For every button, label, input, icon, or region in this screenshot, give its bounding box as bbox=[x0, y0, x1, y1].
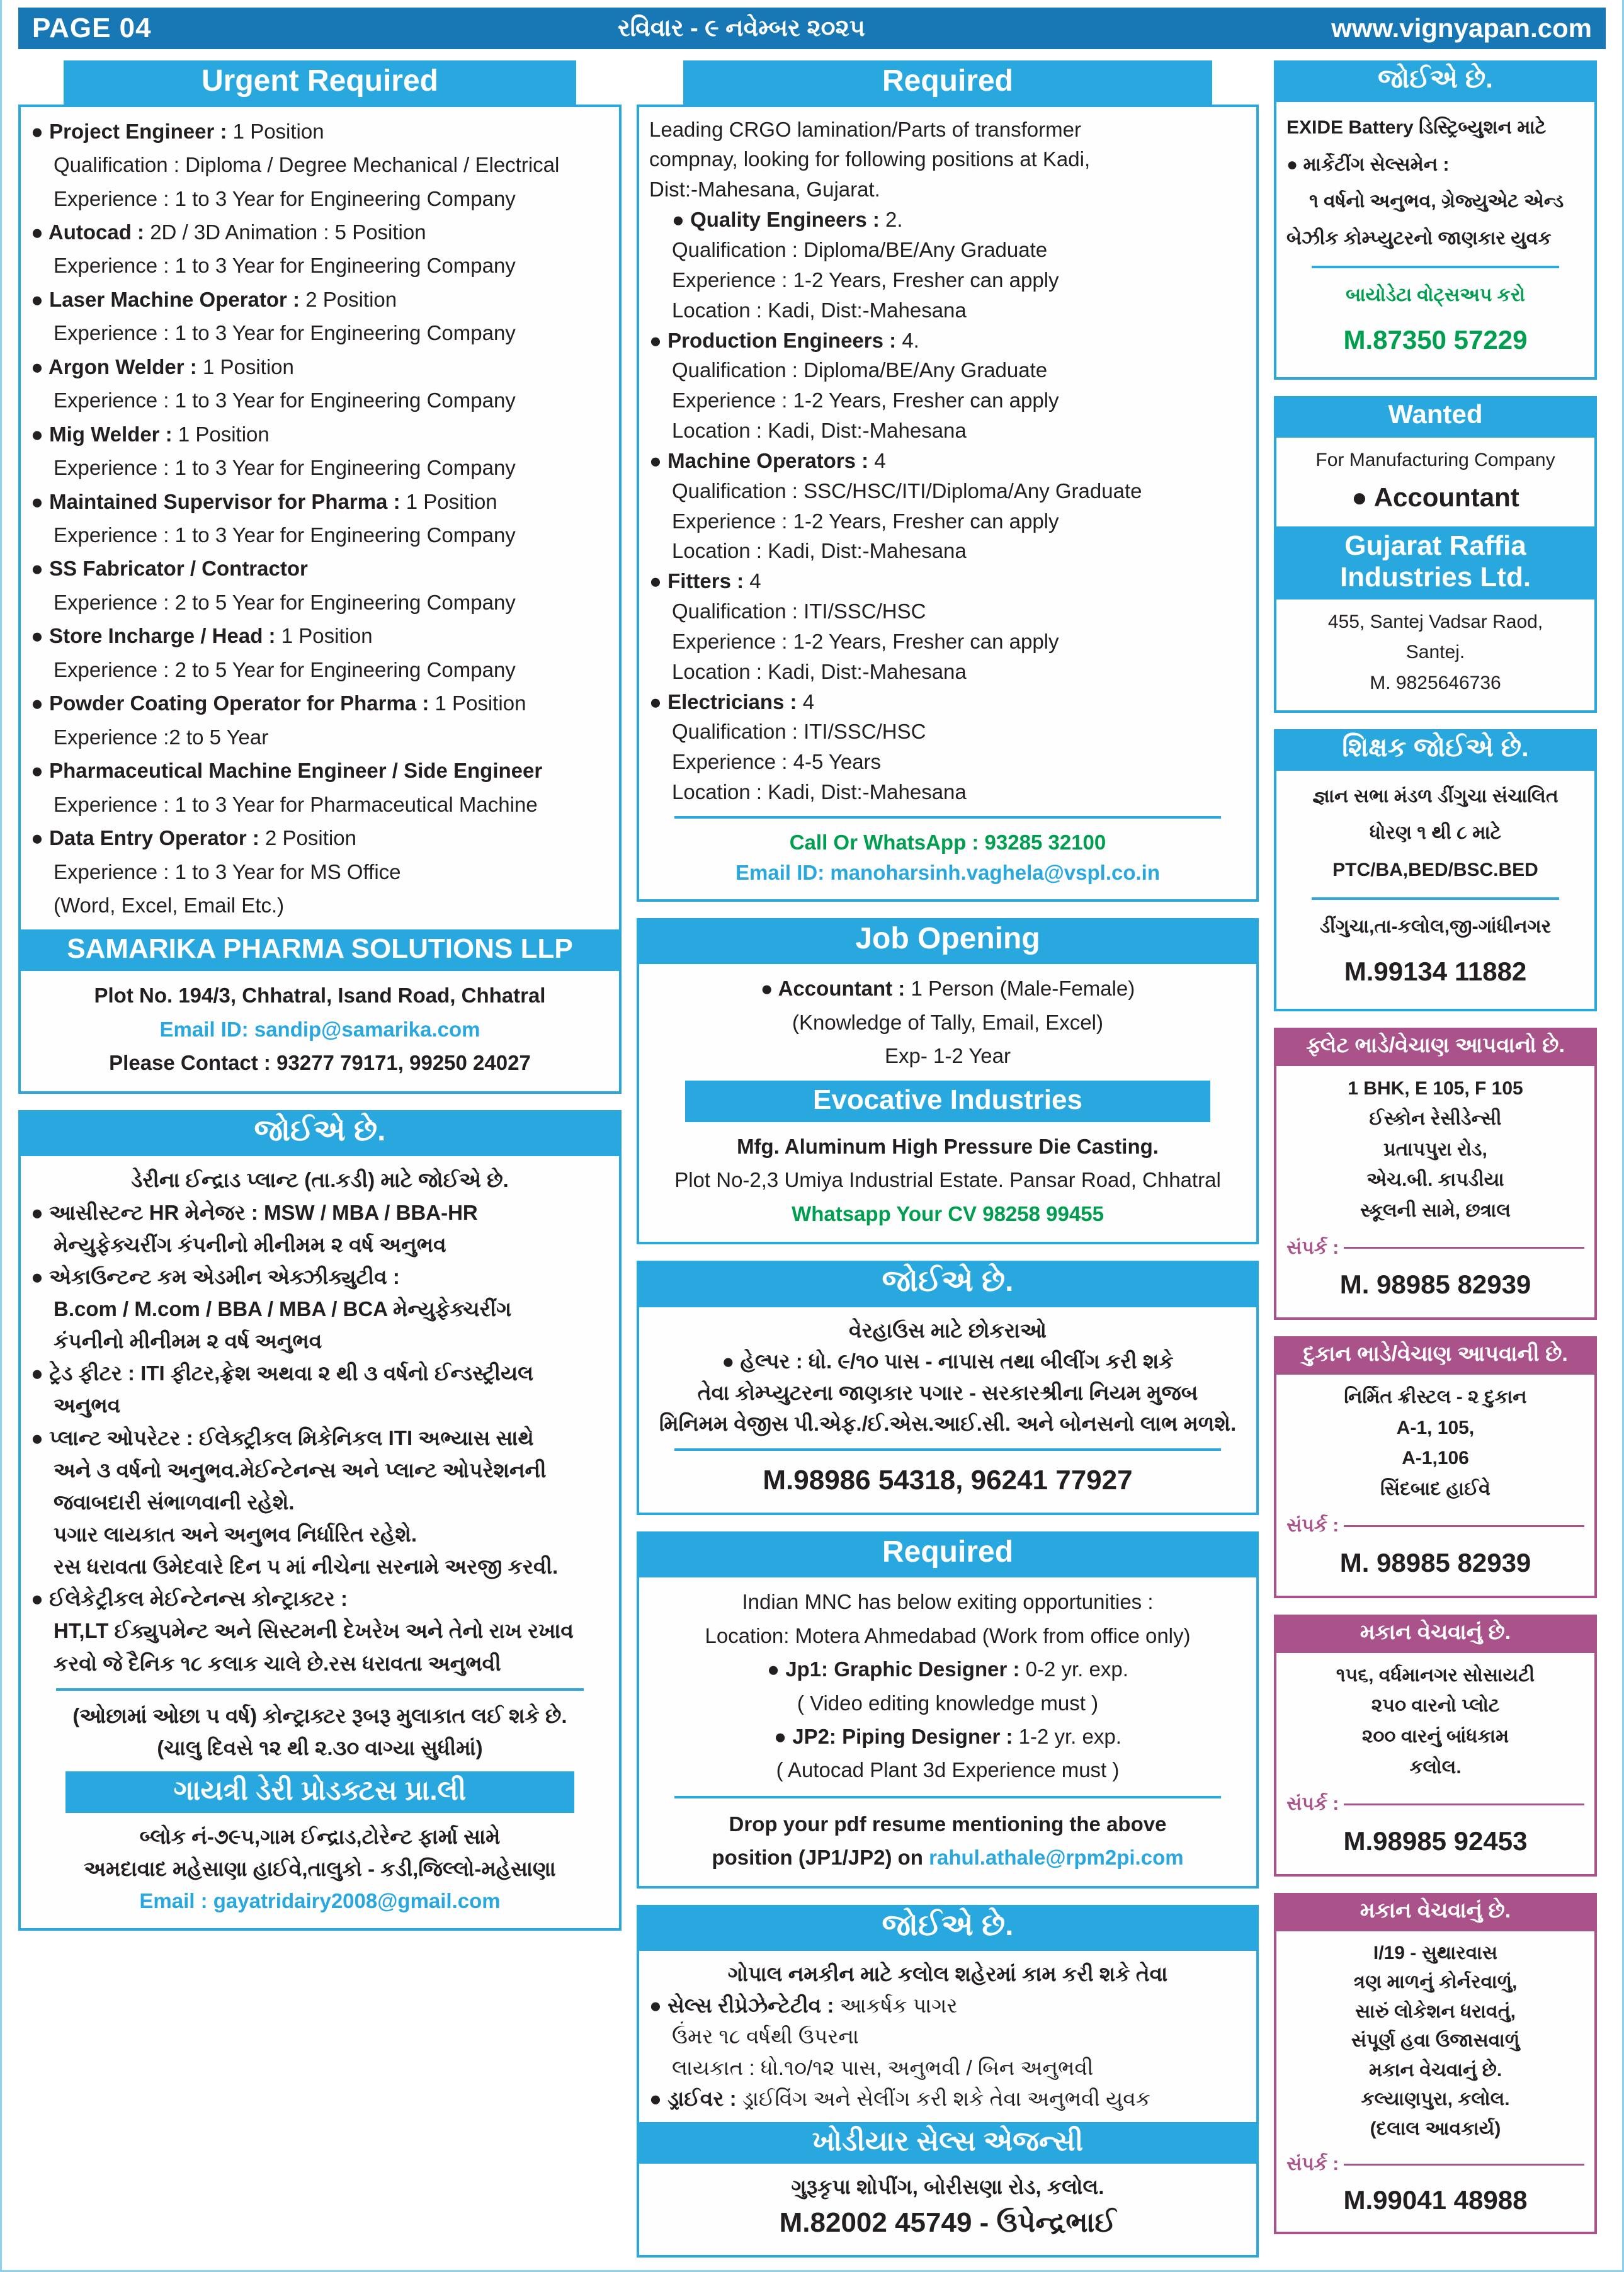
text-line: બેઝીક કોમ્પ્યુટરનો જાણકાર યુવક bbox=[1286, 227, 1552, 249]
text-line: HT,LT ઈક્યુપમેન્ટ અને સિસ્ટમની દેખરેખ અને તેનો રાખ રખાવ bbox=[54, 1619, 574, 1643]
text-line: Experience : 1-2 Years, Fresher can apply bbox=[672, 389, 1059, 412]
text-line: M.99134 11882 bbox=[1344, 956, 1527, 986]
text-line: અનુભવ bbox=[54, 1394, 121, 1417]
text-line: Experience : 1 to 3 Year for Engineering Company bbox=[54, 254, 516, 278]
ad-title: Job Opening bbox=[637, 918, 1259, 962]
ad-footer bbox=[649, 2171, 1246, 2244]
ad-box bbox=[1274, 1372, 1597, 1598]
text-line: સંપર્ક : bbox=[1286, 1789, 1584, 1820]
text-line: ● હેલ્પર : ધો. ૯/૧૦ પાસ - નાપાસ તથા બીલીંગ કરી શકે bbox=[722, 1349, 1174, 1373]
column-right bbox=[1274, 60, 1597, 2234]
ad-body bbox=[649, 1958, 1246, 2115]
text-line: position (JP1/JP2) on rahul.athale@rpm2pi.com bbox=[712, 1846, 1184, 1870]
columns bbox=[18, 60, 1606, 2258]
text-line: M.98986 54318, 96241 77927 bbox=[763, 1464, 1133, 1496]
text-line: A-1,106 bbox=[1402, 1448, 1469, 1469]
ad-box bbox=[1274, 1064, 1597, 1321]
text-line: ૨૦૦ વારનું બાંધકામ bbox=[1361, 1726, 1509, 1747]
ad-box bbox=[637, 1575, 1259, 1889]
text-line: અમદાવાદ મહેસાણા હાઈવે,તાલુકો - કડી,જિલ્લો-મહેસાણા bbox=[84, 1857, 556, 1881]
text-line: B.com / M.com / BBA / MBA / BCA મેન્યુફેક્ચરીંગ bbox=[54, 1297, 512, 1321]
text-line: ઉંમર ૧૮ વર્ષથી ઉપરના bbox=[672, 2025, 859, 2048]
ad-body bbox=[1286, 445, 1584, 519]
text-line: ● Data Entry Operator : 2 Position bbox=[31, 826, 356, 850]
ad-box bbox=[1274, 435, 1597, 712]
text-line: બાયોડેટા વોટ્સઅપ કરો bbox=[1346, 285, 1525, 306]
divider-rule bbox=[1312, 266, 1559, 268]
text-line: મકાન વેચવાનું છે. bbox=[1368, 2059, 1502, 2081]
ad-title: મકાન વેચવાનું છે. bbox=[1274, 1615, 1597, 1650]
text-line: M.87350 57229 bbox=[1343, 324, 1528, 355]
ad-body bbox=[1286, 110, 1584, 365]
ad-title: Required bbox=[637, 1531, 1259, 1576]
ad-footer bbox=[1286, 607, 1584, 699]
column-left bbox=[18, 60, 622, 1931]
text-line: ગોપાલ નમકીન માટે કલોલ શહેરમાં કામ કરી શકે તેવા bbox=[727, 1962, 1168, 1986]
ad-title: શિક્ષક જોઈએ છે. bbox=[1274, 729, 1597, 768]
text-line: ૧૫૬, વર્ધમાનગર સોસાયટી bbox=[1336, 1664, 1535, 1686]
edition-date: રવિવાર - ૯ નવેમ્બર ૨૦૨૫ bbox=[617, 14, 865, 42]
ad-body bbox=[1286, 1382, 1584, 1584]
ad-teacher-wanted bbox=[1274, 729, 1597, 1011]
text-line: Qualification : Diploma / Degree Mechanical / Electrical bbox=[54, 153, 560, 177]
ad-body bbox=[649, 1585, 1246, 1875]
text-line: તેવા કોમ્પ્યુટરના જાણકાર પગાર - સરકારશ્રીના નિયમ મુજબ bbox=[697, 1380, 1198, 1404]
text-line: 1 BHK, E 105, F 105 bbox=[1348, 1077, 1523, 1099]
ad-box bbox=[18, 105, 622, 1094]
text-line: M.98985 92453 bbox=[1343, 1826, 1528, 1856]
text-line: ( Video editing knowledge must ) bbox=[797, 1691, 1099, 1715]
text-line: કરવો જે દૈનિક ૧૮ કલાક ચાલે છે.રસ ધરાવતા અનુભવી bbox=[54, 1651, 501, 1675]
text-line: Email ID: manoharsinh.vaghela@vspl.co.in bbox=[735, 860, 1161, 884]
text-line: 455, Santej Vadsar Raod, bbox=[1327, 611, 1543, 632]
ad-body bbox=[31, 115, 609, 923]
text-line: સંપૂર્ણ હવા ઉજાસવાળું bbox=[1351, 2030, 1520, 2052]
ad-urgent-required bbox=[18, 60, 622, 1094]
text-line: ● Pharmaceutical Machine Engineer / Side Engineer bbox=[31, 759, 543, 783]
text-line: ● Electricians : 4 bbox=[649, 690, 815, 713]
ad-box bbox=[18, 1154, 622, 1931]
ad-box bbox=[1274, 99, 1597, 379]
text-line: Location : Kadi, Dist:-Mahesana bbox=[672, 419, 967, 443]
text-line: Location : Kadi, Dist:-Mahesana bbox=[672, 539, 967, 563]
ad-body bbox=[649, 115, 1246, 888]
company-name-band: SAMARIKA PHARMA SOLUTIONS LLP bbox=[21, 929, 619, 971]
text-line: ૧ વર્ષનો અનુભવ, ગ્રેજ્યુએટ એન્ડ bbox=[1309, 191, 1564, 212]
page-number: PAGE 04 bbox=[32, 13, 152, 43]
text-line: Experience : 1 to 3 Year for Engineering Company bbox=[54, 456, 516, 480]
text-line: EXIDE Battery ડિસ્ટ્રિબ્યુશન માટે bbox=[1286, 117, 1547, 139]
text-line: Call Or WhatsApp : 93285 32100 bbox=[789, 831, 1106, 854]
text-line: ● આસીસ્ટન્ટ HR મેનેજર : MSW / MBA / BBA-HR bbox=[31, 1200, 478, 1224]
text-line: Plot No. 194/3, Chhatral, Isand Road, Chhatral bbox=[94, 984, 546, 1008]
ad-title: જોઈએ છે. bbox=[637, 1905, 1259, 1949]
text-line: Location: Motera Ahmedabad (Work from office only) bbox=[705, 1623, 1191, 1647]
text-line: ૨૫૦ વારનો પ્લોટ bbox=[1371, 1695, 1500, 1717]
text-line: પગાર લાયકાત અને અનુભવ નિર્ધારિત રહેશે. bbox=[54, 1522, 417, 1546]
text-line: ડેરીના ઈન્દ્રાડ પ્લાન્ટ (તા.કડી) માટે જોઈએ છે. bbox=[131, 1168, 509, 1192]
text-line: For Manufacturing Company bbox=[1315, 450, 1555, 471]
text-line: Qualification : ITI/SSC/HSC bbox=[672, 720, 926, 744]
text-line: Mfg. Aluminum High Pressure Die Casting. bbox=[737, 1134, 1159, 1158]
ad-warehouse-helper bbox=[637, 1261, 1259, 1515]
text-line: ● SS Fabricator / Contractor bbox=[31, 557, 308, 581]
ad-crgo-required bbox=[637, 60, 1259, 902]
text-line: જવાબદારી સંભાળવાની રહેશે. bbox=[54, 1490, 295, 1514]
ad-job-opening bbox=[637, 918, 1259, 1244]
text-line: (Word, Excel, Email Etc.) bbox=[54, 894, 285, 917]
text-line: ● ડ્રાઈવર : ડ્રાઈવિંગ અને સેલીંગ કરી શકે તેવા અનુભવી યુવક bbox=[649, 2087, 1151, 2111]
text-line: ડીંગુચા,તા-કલોલ,જી-ગાંધીનગર bbox=[1319, 916, 1552, 938]
text-line: Qualification : Diploma/BE/Any Graduate bbox=[672, 237, 1048, 261]
text-line: ● ટ્રેડ ફીટર : ITI ફીટર,ફ્રેશ અથવા ૨ થી ૩ વર્ષનો ઈન્ડસ્ટ્રીયલ bbox=[31, 1361, 534, 1385]
text-line: Email ID: sandip@samarika.com bbox=[159, 1017, 480, 1041]
text-line: ● Fitters : 4 bbox=[649, 569, 761, 593]
text-line: ગુરૂકૃપા શોપીંગ, બોરીસણા રોડ, કલોલ. bbox=[791, 2174, 1104, 2198]
ad-footer bbox=[31, 1820, 609, 1917]
divider-rule bbox=[674, 1796, 1221, 1798]
text-line: ● Powder Coating Operator for Pharma : 1 Position bbox=[31, 691, 526, 715]
text-line: જ્ઞાન સભા મંડળ ડીંગુચા સંચાલિત bbox=[1312, 785, 1559, 807]
text-line: સંપર્ક : bbox=[1286, 1511, 1584, 1542]
text-line: કલ્યાણપુરા, કલોલ. bbox=[1361, 2089, 1510, 2110]
text-line: કલોલ. bbox=[1409, 1756, 1462, 1778]
text-line: ● Maintained Supervisor for Pharma : 1 Position bbox=[31, 489, 497, 513]
text-line: Experience : 1 to 3 Year for Engineering Company bbox=[54, 389, 516, 412]
text-line: Qualification : ITI/SSC/HSC bbox=[672, 599, 926, 623]
text-line: compnay, looking for following positions at Kadi, bbox=[649, 147, 1091, 171]
ad-gayatri-dairy bbox=[18, 1110, 622, 1931]
text-line: લાયકાત : ધો.૧૦/૧૨ પાસ, અનુભવી / બિન અનુભવી bbox=[672, 2055, 1094, 2079]
text-line: Experience : 1 to 3 Year for MS Office bbox=[54, 860, 401, 883]
text-line: M.82002 45749 - ઉપેન્દ્રભાઈ bbox=[779, 2207, 1116, 2239]
text-line: ● માર્કેટીંગ સેલ્સમેન : bbox=[1286, 154, 1450, 175]
text-line: Email : gayatridairy2008@gmail.com bbox=[139, 1889, 501, 1913]
text-line: કંપનીનો મીનીમમ ૨ વર્ષ અનુભવ bbox=[54, 1329, 322, 1353]
text-line: પ્રતાપપુરા રોડ, bbox=[1383, 1139, 1487, 1160]
ad-title: જોઈએ છે. bbox=[1274, 60, 1597, 99]
text-line: Experience :2 to 5 Year bbox=[54, 725, 269, 749]
text-line: Experience : 1 to 3 Year for Engineering Company bbox=[54, 321, 516, 345]
ad-footer bbox=[649, 1130, 1246, 1230]
text-line: Exp- 1-2 Year bbox=[885, 1044, 1011, 1068]
text-line: Plot No-2,3 Umiya Industrial Estate. Pansar Road, Chhatral bbox=[674, 1168, 1221, 1192]
text-line: ધોરણ ૧ થી ૮ માટે bbox=[1369, 822, 1502, 844]
ad-box bbox=[637, 1948, 1259, 2258]
ad-house-sale-1 bbox=[1274, 1615, 1597, 1877]
text-line: સંપર્ક : bbox=[1286, 1233, 1584, 1264]
text-line: એચ.બી. કાપડીયા bbox=[1366, 1169, 1504, 1191]
text-line: Experience : 2 to 5 Year for Engineering Company bbox=[54, 590, 516, 614]
text-line: A-1, 105, bbox=[1396, 1417, 1475, 1438]
text-line: મિનિમમ વેજીસ પી.એફ./ઈ.એસ.આઈ.સી. અને બોનસનો લાભ મળશે. bbox=[659, 1412, 1237, 1436]
text-line: M. 9825646736 bbox=[1370, 672, 1501, 693]
ad-box bbox=[1274, 1650, 1597, 1877]
text-line: Please Contact : 93277 79171, 99250 24027 bbox=[109, 1051, 531, 1075]
text-line: અને ૩ વર્ષનો અનુભવ.મેઈન્ટેનન્સ અને પ્લાન્ટ ઓપરેશનની bbox=[54, 1458, 547, 1482]
text-line: ● સેલ્સ રીપ્રેઝેન્ટેટીવ : આકર્ષક પાગર bbox=[649, 1993, 958, 2017]
text-line: સંપર્ક : bbox=[1286, 2150, 1584, 2179]
text-line: Location : Kadi, Dist:-Mahesana bbox=[672, 298, 967, 322]
text-line: ઈસ્કોન રેસીડેન્સી bbox=[1369, 1108, 1502, 1130]
text-line: વેરહાઉસ માટે છોકરાઓ bbox=[849, 1318, 1047, 1342]
text-line: મેન્યુફેક્ચરીંગ કંપનીનો મીનીમમ ૨ વર્ષ અનુભવ bbox=[54, 1232, 446, 1256]
ad-title: ફ્લેટ ભાડે/વેચાણ આપવાનો છે. bbox=[1274, 1028, 1597, 1064]
text-line: સારું લોકેશન ધરાવતું, bbox=[1355, 2001, 1516, 2022]
text-line: ● Argon Welder : 1 Position bbox=[31, 355, 294, 378]
ad-title: જોઈએ છે. bbox=[18, 1110, 622, 1154]
text-line: Experience : 1-2 Years, Fresher can apply bbox=[672, 629, 1059, 653]
ad-footer bbox=[31, 979, 609, 1079]
text-line: Experience : 1 to 3 Year for Pharmaceutical Machine bbox=[54, 792, 538, 816]
ad-box bbox=[637, 962, 1259, 1244]
text-line: Experience : 1 to 3 Year for Engineering Company bbox=[54, 523, 516, 547]
text-line: Dist:-Mahesana, Gujarat. bbox=[649, 178, 880, 202]
text-line: ● Jp1: Graphic Designer : 0-2 yr. exp. bbox=[767, 1657, 1128, 1681]
ad-title: Wanted bbox=[1274, 396, 1597, 435]
divider-rule bbox=[674, 816, 1221, 819]
ad-title: Required bbox=[683, 60, 1212, 105]
ad-mnc-required bbox=[637, 1531, 1259, 1889]
text-line: M. 98985 82939 bbox=[1339, 1269, 1531, 1300]
text-line: I/19 - સુથારવાસ bbox=[1373, 1942, 1498, 1963]
text-line: ● JP2: Piping Designer : 1-2 yr. exp. bbox=[774, 1725, 1121, 1748]
text-line: (ચાલુ દિવસે ૧૨ થી ૨.૩૦ વાગ્યા સુધીમાં) bbox=[157, 1735, 483, 1759]
ad-house-sale-2 bbox=[1274, 1893, 1597, 2234]
text-line: સિંદબાદ હાઈવે bbox=[1380, 1478, 1491, 1499]
ad-box bbox=[1274, 1929, 1597, 2234]
ad-flat-rent-sale bbox=[1274, 1028, 1597, 1320]
text-line: ● Mig Welder : 1 Position bbox=[31, 422, 270, 446]
text-line: (Knowledge of Tally, Email, Excel) bbox=[792, 1010, 1103, 1034]
text-line: ● Production Engineers : 4. bbox=[649, 328, 919, 352]
text-line: ( Autocad Plant 3d Experience must ) bbox=[776, 1758, 1120, 1782]
text-line: (ઓછામાં ઓછા ૫ વર્ષ) કોન્ટ્રાક્ટર રૂબરૂ મુલાકાત લઈ શકે છે. bbox=[72, 1703, 567, 1727]
text-line: Location : Kadi, Dist:-Mahesana bbox=[672, 659, 967, 683]
text-line: PTC/BA,BED/BSC.BED bbox=[1332, 859, 1538, 880]
page-header-bar bbox=[18, 8, 1606, 49]
text-line: M.99041 48988 bbox=[1343, 2184, 1528, 2215]
ad-title: Urgent Required bbox=[64, 60, 576, 105]
text-line: Experience : 1-2 Years, Fresher can apply bbox=[672, 509, 1059, 533]
text-line: ● ઈલેકેટ્રીકલ મેઈન્ટેનન્સ કોન્ટ્રાક્ટર : bbox=[31, 1587, 348, 1611]
text-line: ● Laser Machine Operator : 2 Position bbox=[31, 287, 397, 311]
text-line: ● Accountant : 1 Person (Male-Female) bbox=[760, 977, 1135, 1001]
text-line: ● Store Incharge / Head : 1 Position bbox=[31, 624, 373, 648]
text-line: ત્રણ માળનું કોર્નરવાળું, bbox=[1353, 1972, 1518, 1993]
text-line: રસ ધરાવતા ઉમેદવારે દિન ૫ માં નીચેના સરનામે અરજી કરવી. bbox=[54, 1555, 559, 1579]
divider-rule bbox=[674, 1448, 1221, 1451]
ad-body bbox=[31, 1164, 609, 1764]
ad-title: મકાન વેચવાનું છે. bbox=[1274, 1893, 1597, 1929]
column-middle bbox=[637, 60, 1259, 2258]
ad-shop-rent-sale bbox=[1274, 1336, 1597, 1598]
text-line: Drop your pdf resume mentioning the above bbox=[729, 1812, 1167, 1836]
ad-box bbox=[637, 105, 1259, 902]
text-line: ● એકાઉન્ટન્ટ કમ એડમીન એક્ઝીક્યુટીવ : bbox=[31, 1264, 400, 1288]
text-line: Leading CRGO lamination/Parts of transformer bbox=[649, 117, 1081, 141]
ad-title: જોઈએ છે. bbox=[637, 1261, 1259, 1305]
text-line: Experience : 4-5 Years bbox=[672, 750, 882, 774]
text-line: Qualification : SSC/HSC/ITI/Diploma/Any Graduate bbox=[672, 479, 1142, 503]
divider-rule bbox=[1312, 897, 1559, 900]
divider-rule bbox=[56, 1688, 584, 1691]
website-url: www.vignyapan.com bbox=[1331, 13, 1592, 43]
text-line: (દલાલ આવકાર્ય) bbox=[1370, 2118, 1501, 2139]
text-line: નિર્મિત ક્રીસ્ટલ - ૨ દુકાન bbox=[1344, 1387, 1527, 1408]
ad-body bbox=[1286, 1939, 1584, 2220]
ad-box bbox=[1274, 768, 1597, 1011]
ad-body bbox=[1286, 1661, 1584, 1863]
text-line: Experience : 1 to 3 Year for Engineering Company bbox=[54, 186, 516, 210]
text-line: ● Autocad : 2D / 3D Animation : 5 Position bbox=[31, 220, 426, 244]
text-line: Location : Kadi, Dist:-Mahesana bbox=[672, 780, 967, 804]
text-line: ● Accountant bbox=[1351, 482, 1519, 512]
ad-gopal-namkeen bbox=[637, 1905, 1259, 2258]
text-line: ● Machine Operators : 4 bbox=[649, 448, 886, 472]
ad-exide-battery bbox=[1274, 60, 1597, 380]
ad-box bbox=[637, 1305, 1259, 1515]
ad-body bbox=[649, 1315, 1246, 1501]
text-line: Santej. bbox=[1405, 642, 1465, 663]
text-line: Whatsapp Your CV 98258 99455 bbox=[792, 1201, 1104, 1225]
text-line: Qualification : Diploma/BE/Any Graduate bbox=[672, 358, 1048, 382]
ad-body bbox=[1286, 778, 1584, 997]
ad-body bbox=[649, 972, 1246, 1072]
text-line: ● Quality Engineers : 2. bbox=[672, 208, 903, 232]
text-line: સ્કૂલની સામે, છત્રાલ bbox=[1360, 1200, 1511, 1222]
company-name-band: ગાયત્રી ડેરી પ્રોડક્ટસ પ્રા.લી bbox=[65, 1771, 574, 1813]
ad-body bbox=[1286, 1074, 1584, 1307]
text-line: M. 98985 82939 bbox=[1339, 1548, 1531, 1578]
ad-wanted-accountant bbox=[1274, 396, 1597, 713]
text-line: Experience : 1-2 Years, Fresher can apply bbox=[672, 268, 1059, 292]
text-line: Indian MNC has below exiting opportunities : bbox=[742, 1590, 1154, 1614]
company-name-band: Evocative Industries bbox=[685, 1081, 1210, 1122]
text-line: બ્લોક નં-૭૯૫,ગામ ઈન્દ્રાડ,ટોરેન્ટ ફાર્મા સામે bbox=[139, 1824, 501, 1848]
text-line: ● પ્લાન્ટ ઓપરેટર : ઈલેક્ટ્રીકલ મિકેનિકલ ITI અભ્યાસ સાથે bbox=[31, 1426, 534, 1450]
company-name-band: Gujarat Raffia Industries Ltd. bbox=[1276, 526, 1594, 599]
company-name-band: ખોડીયાર સેલ્સ એજન્સી bbox=[639, 2122, 1256, 2164]
ad-title: દુકાન ભાડે/વેચાણ આપવાની છે. bbox=[1274, 1336, 1597, 1372]
text-line: ● Project Engineer : 1 Position bbox=[31, 119, 324, 143]
text-line: Experience : 2 to 5 Year for Engineering Company bbox=[54, 657, 516, 681]
